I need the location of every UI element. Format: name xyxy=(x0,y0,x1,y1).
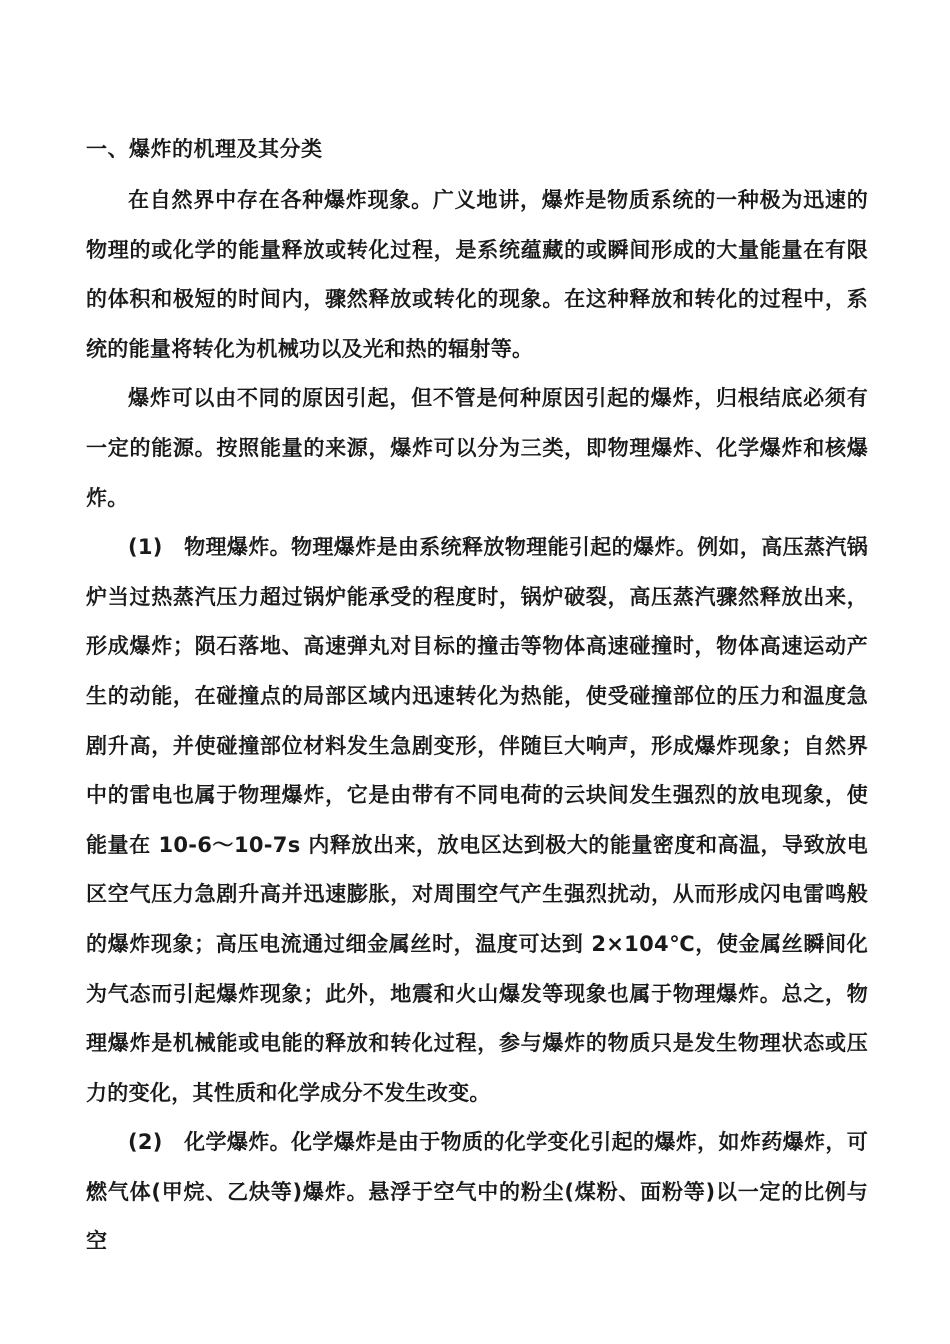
paragraph-chemical-explosion: (2) 化学爆炸。化学爆炸是由于物质的化学变化引起的爆炸，如炸药爆炸，可燃气体(甲烷、乙炔等)爆炸。悬浮于空气中的粉尘(煤粉、面粉等)以一定的比例与空 xyxy=(86,1130,868,1254)
document-page xyxy=(86,128,868,1267)
paragraph-intro: 在自然界中存在各种爆炸现象。广义地讲，爆炸是物质系统的一种极为迅速的物理的或化学的能量释放或转化过程，是系统蕴藏的或瞬间形成的大量能量在有限的体积和极短的时间内，骤然释放或转化的现象。在这种释放和转化的过程中，系统的能量将转化为机械功以及光和热的辐射等。 xyxy=(86,188,868,361)
section-heading: 一、爆炸的机理及其分类 xyxy=(86,137,323,161)
paragraph-physical-explosion: (1) 物理爆炸。物理爆炸是由系统释放物理能引起的爆炸。例如，高压蒸汽锅炉当过热蒸汽压力超过锅炉能承受的程度时，锅炉破裂，高压蒸汽骤然释放出来，形成爆炸；陨石落地、高速弹丸对目标的撞击等物体高速碰撞时，物体高速运动产生的动能，在碰撞点的局部区域内迅速转化为热能，使受碰撞部位的压力和温度急剧升高，并使碰撞部位材料发生急剧变形，伴随巨大响声，形成爆炸现象；自然界中的雷电也属于物理爆炸，它是由带有不同电荷的云块间发生强烈的放电现象，使能量在 10-6～10-7s 内释放出来，放电区达到极大的能量密度和高温，导致放电区空气压力急剧升高并迅速膨胀，对周围空气产生强烈扰动，从而形成闪电雷鸣般的爆炸现象；高压电流通过细金属丝时，温度可达到 2×104℃，使金属丝瞬间化为气态而引起爆炸现象；此外，地震和火山爆发等现象也属于物理爆炸。总之，物理爆炸是机械能或电能的释放和转化过程，参与爆炸的物质只是发生物理状态或压力的变化，其性质和化学成分不发生改变。 xyxy=(86,535,868,1105)
paragraph-classification: 爆炸可以由不同的原因引起，但不管是何种原因引起的爆炸，归根结底必须有一定的能源。按照能量的来源，爆炸可以分为三类，即物理爆炸、化学爆炸和核爆炸。 xyxy=(86,386,868,510)
